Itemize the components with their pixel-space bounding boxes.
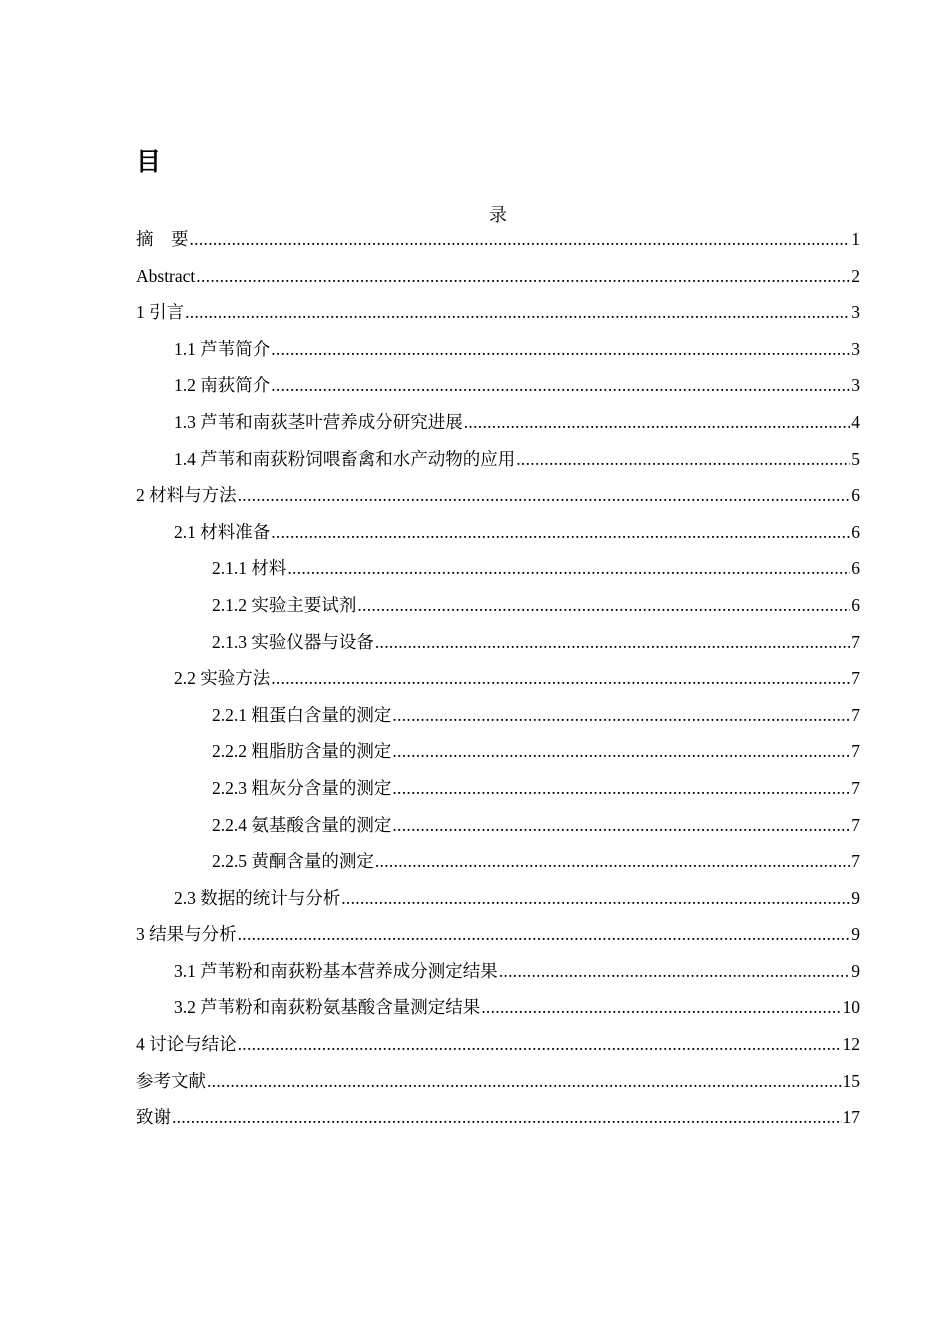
toc-entry[interactable] [136, 983, 860, 1020]
toc-entry-page-number: 3 [851, 302, 860, 323]
toc-entry[interactable] [136, 800, 860, 837]
toc-entry[interactable] [136, 837, 860, 874]
toc-entry-page-number: 6 [851, 594, 860, 615]
toc-entry-label: 2 材料与方法 [136, 485, 237, 506]
toc-entry-label: 1.2 南荻简介 [174, 375, 271, 396]
toc-entry[interactable] [136, 1093, 860, 1130]
toc-entry[interactable] [136, 434, 860, 471]
toc-dot-leader [375, 630, 850, 654]
toc-dot-leader [392, 703, 850, 727]
toc-entry-page-number: 7 [851, 777, 860, 798]
toc-dot-leader [499, 959, 851, 983]
toc-entry-label: 2.1.3 实验仪器与设备 [212, 631, 374, 652]
toc-entry[interactable] [136, 251, 860, 288]
toc-entry-page-number: 9 [851, 924, 860, 945]
toc-entry-page-number: 1 [851, 229, 860, 249]
toc-dot-leader [271, 520, 850, 544]
toc-dot-leader [392, 739, 850, 763]
toc-entry-page-number: 3 [851, 338, 860, 359]
toc-dot-leader [238, 922, 851, 946]
toc-dot-leader [196, 264, 850, 288]
toc-entry-label: 3 结果与分析 [136, 924, 237, 945]
toc-entry-page-number: 9 [851, 887, 860, 908]
toc-entry[interactable] [136, 727, 860, 764]
toc-entry-label: 2.3 数据的统计与分析 [174, 887, 341, 908]
toc-heading-part2: 录 [489, 205, 507, 225]
toc-entry[interactable] [136, 617, 860, 654]
toc-entry-label: 2.2.4 氨基酸含量的测定 [212, 814, 392, 835]
toc-dot-leader [238, 483, 851, 507]
toc-entry-page-number: 7 [851, 668, 860, 689]
toc-dot-leader [185, 300, 850, 324]
toc-entry-label: 1.3 芦苇和南荻茎叶营养成分研究进展 [174, 411, 463, 432]
toc-entry-page-number: 6 [851, 558, 860, 579]
toc-entry-label: 2.1 材料准备 [174, 521, 271, 542]
toc-entry[interactable] [136, 690, 860, 727]
toc-dot-leader [238, 1032, 842, 1056]
toc-dot-leader [271, 337, 850, 361]
toc-entry-label: 2.1.2 实验主要试剂 [212, 594, 357, 615]
toc-entry[interactable] [136, 225, 860, 251]
toc-dot-leader [287, 556, 850, 580]
toc-entry-label: 2.2.2 粗脂肪含量的测定 [212, 741, 392, 762]
toc-entry[interactable] [136, 580, 860, 617]
toc-entry-label: 2.2.5 黄酮含量的测定 [212, 851, 374, 872]
toc-dot-leader [392, 776, 850, 800]
toc-entry[interactable] [136, 397, 860, 434]
toc-dot-leader [207, 1069, 842, 1093]
toc-entry-page-number: 2 [851, 265, 860, 286]
toc-entry-page-number: 7 [851, 741, 860, 762]
table-of-contents [136, 225, 860, 1129]
toc-dot-leader [516, 447, 850, 471]
toc-entry-page-number: 3 [851, 375, 860, 396]
toc-entry-page-number: 7 [851, 851, 860, 872]
toc-entry-label: 摘 要 [136, 229, 189, 249]
toc-entry-page-number: 10 [842, 997, 860, 1018]
toc-entry[interactable] [136, 873, 860, 910]
toc-entry[interactable] [136, 544, 860, 581]
toc-entry[interactable] [136, 1056, 860, 1093]
toc-entry-label: 1.1 芦苇简介 [174, 338, 271, 359]
toc-entry-page-number: 9 [851, 960, 860, 981]
toc-entry-page-number: 17 [842, 1107, 860, 1128]
toc-entry-label: 3.1 芦苇粉和南荻粉基本营养成分测定结果 [174, 960, 498, 981]
toc-entry-label: 4 讨论与结论 [136, 1034, 237, 1055]
toc-entry-label: Abstract [136, 265, 196, 286]
toc-dot-leader [341, 886, 850, 910]
toc-entry-page-number: 7 [851, 704, 860, 725]
toc-entry[interactable] [136, 507, 860, 544]
toc-entry-page-number: 4 [851, 411, 860, 432]
toc-entry[interactable] [136, 471, 860, 508]
toc-entry-label: 2.2.3 粗灰分含量的测定 [212, 777, 392, 798]
toc-entry-page-number: 15 [842, 1070, 860, 1091]
toc-entry-label: 2.2.1 粗蛋白含量的测定 [212, 704, 392, 725]
toc-entry[interactable] [136, 946, 860, 983]
toc-dot-leader [271, 373, 850, 397]
toc-entry[interactable] [136, 288, 860, 325]
toc-entry-page-number: 7 [851, 631, 860, 652]
toc-dot-leader [464, 410, 851, 434]
toc-entry-label: 致谢 [136, 1107, 171, 1128]
toc-dot-leader [271, 666, 850, 690]
toc-entry-label: 1.4 芦苇和南荻粉饲喂畜禽和水产动物的应用 [174, 448, 516, 469]
toc-dot-leader [375, 849, 850, 873]
toc-heading-part1: 目 [136, 147, 162, 176]
toc-dot-leader [481, 995, 841, 1019]
toc-entry[interactable] [136, 763, 860, 800]
toc-dot-leader [357, 593, 850, 617]
toc-entry-label: 1 引言 [136, 302, 185, 323]
toc-dot-leader [392, 813, 850, 837]
toc-entry-page-number: 5 [851, 448, 860, 469]
toc-entry-page-number: 6 [851, 521, 860, 542]
toc-entry[interactable] [136, 324, 860, 361]
toc-entry-label: 2.2 实验方法 [174, 668, 271, 689]
toc-entry-label: 3.2 芦苇粉和南荻粉氨基酸含量测定结果 [174, 997, 481, 1018]
toc-entry-page-number: 7 [851, 814, 860, 835]
toc-entry[interactable] [136, 1019, 860, 1056]
toc-entry-label: 参考文献 [136, 1070, 206, 1091]
toc-entry-page-number: 6 [851, 485, 860, 506]
toc-dot-leader [172, 1105, 842, 1129]
toc-entry-page-number: 12 [842, 1034, 860, 1055]
toc-entry[interactable] [136, 910, 860, 947]
toc-entry[interactable] [136, 361, 860, 398]
toc-entry[interactable] [136, 654, 860, 691]
toc-dot-leader [190, 227, 851, 251]
toc-entry-label: 2.1.1 材料 [212, 558, 287, 579]
